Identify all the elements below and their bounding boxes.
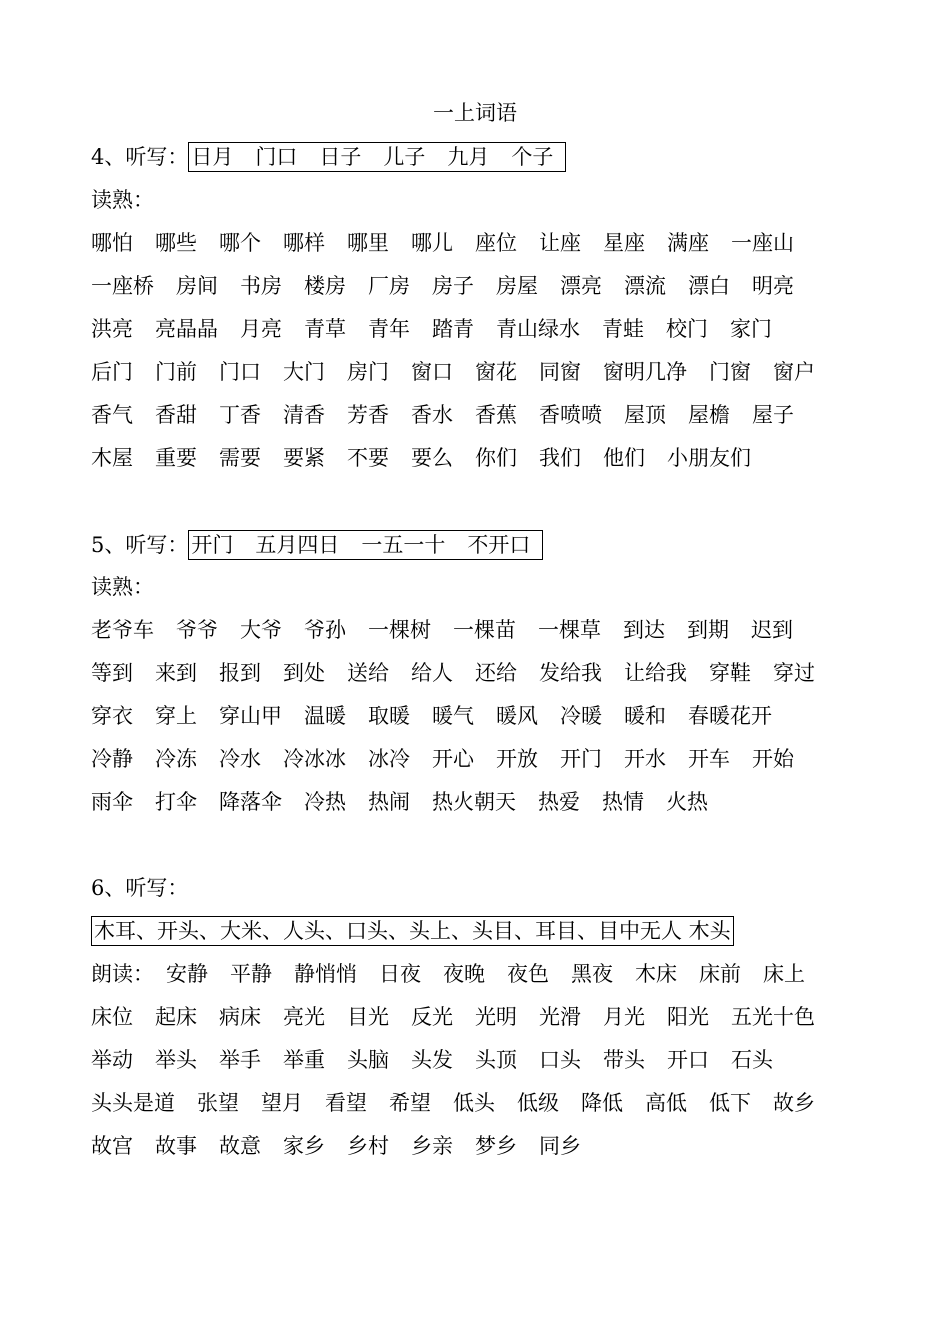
vocab-word: 青蛙: [602, 317, 644, 341]
vocab-word: 家门: [730, 317, 772, 341]
vocab-word: 屋檐: [688, 403, 730, 427]
vocab-word: 平静: [230, 962, 272, 986]
vocab-word: 还给: [475, 661, 517, 685]
vocab-word: 窗花: [475, 360, 517, 384]
section-4-row: [91, 228, 794, 258]
vocab-word: 一棵苗: [453, 618, 516, 642]
dictation-word: 门口: [255, 145, 298, 169]
vocab-word: 哪些: [155, 231, 197, 255]
vocab-word: 光明: [475, 1005, 517, 1029]
vocab-word: 举重: [283, 1048, 325, 1072]
section-6-dictation: [91, 916, 734, 946]
vocab-word: 冷水: [219, 747, 261, 771]
vocab-word: 门口: [219, 360, 261, 384]
vocab-word: 亮光: [283, 1005, 325, 1029]
vocab-word: 给人: [411, 661, 453, 685]
vocab-word: 洪亮: [91, 317, 133, 341]
vocab-word: 香水: [411, 403, 453, 427]
vocab-word: 哪儿: [411, 231, 453, 255]
vocab-word: 穿衣: [91, 704, 133, 728]
vocab-word: 故事: [155, 1134, 197, 1158]
vocab-word: 丁香: [219, 403, 261, 427]
vocab-word: 暖风: [496, 704, 538, 728]
section-6-row: [91, 1002, 815, 1032]
section-5-row: [91, 701, 772, 731]
section-5-row: [91, 615, 793, 645]
vocab-word: 厂房: [368, 274, 410, 298]
vocab-word: 开始: [752, 747, 794, 771]
vocab-word: 故意: [219, 1134, 261, 1158]
vocab-word: 要么: [411, 446, 453, 470]
vocab-word: 乡村: [347, 1134, 389, 1158]
dictation-word: 五月四日: [255, 533, 340, 557]
dictation-word: 开门: [191, 533, 234, 557]
vocab-word: 火热: [666, 790, 708, 814]
vocab-word: 窗户: [773, 360, 815, 384]
section-4-row: [91, 443, 751, 473]
vocab-word: 到处: [283, 661, 325, 685]
vocab-word: 头脑: [347, 1048, 389, 1072]
section-6-dictation-box: [91, 916, 734, 946]
vocab-word: 房屋: [496, 274, 538, 298]
section-4-row: [91, 271, 794, 301]
vocab-word: 开放: [496, 747, 538, 771]
vocab-word: 头发: [411, 1048, 453, 1072]
dictation-word: 不开口: [467, 533, 531, 557]
dictation-word: 日月: [191, 145, 234, 169]
vocab-word: 房间: [176, 274, 218, 298]
vocab-word: 漂白: [688, 274, 730, 298]
vocab-word: 大爷: [240, 618, 282, 642]
vocab-word: 温暖: [304, 704, 346, 728]
vocab-word: 床上: [763, 962, 805, 986]
section-4-dictation-box: [188, 142, 566, 172]
section-4-dictation-label: 4、听写：: [91, 145, 189, 169]
vocab-word: 黑夜: [571, 962, 613, 986]
vocab-word: 需要: [219, 446, 261, 470]
vocab-word: 屋子: [752, 403, 794, 427]
dictation-word: 儿子: [383, 145, 426, 169]
vocab-word: 开口: [667, 1048, 709, 1072]
vocab-word: 我们: [539, 446, 581, 470]
vocab-word: 香气: [91, 403, 133, 427]
vocab-word: 冷热: [304, 790, 346, 814]
section-4-read-label: 读熟：: [91, 188, 154, 212]
vocab-word: 反光: [411, 1005, 453, 1029]
vocab-word: 热情: [602, 790, 644, 814]
vocab-word: 头头是道: [91, 1091, 175, 1115]
dictation-word: 日子: [319, 145, 362, 169]
vocab-word: 带头: [603, 1048, 645, 1072]
vocab-word: 打伞: [155, 790, 197, 814]
vocab-word: 星座: [603, 231, 645, 255]
vocab-word: 校门: [666, 317, 708, 341]
dictation-word: 一五一十: [361, 533, 446, 557]
vocab-word: 木床: [635, 962, 677, 986]
section-5-row: [91, 787, 708, 817]
vocab-word: 等到: [91, 661, 133, 685]
vocab-word: 发给我: [539, 661, 602, 685]
vocab-word: 低头: [453, 1091, 495, 1115]
vocab-word: 降低: [581, 1091, 623, 1115]
vocab-word: 夜晚: [443, 962, 485, 986]
vocab-word: 哪样: [283, 231, 325, 255]
vocab-word: 开心: [432, 747, 474, 771]
vocab-word: 低级: [517, 1091, 559, 1115]
vocab-word: 头顶: [475, 1048, 517, 1072]
vocab-word: 月亮: [240, 317, 282, 341]
vocab-word: 明亮: [752, 274, 794, 298]
vocab-word: 让座: [539, 231, 581, 255]
section-5-row: [91, 744, 794, 774]
vocab-word: 让给我: [624, 661, 687, 685]
section-5-row: [91, 658, 815, 688]
vocab-word: 到期: [687, 618, 729, 642]
vocab-word: 小朋友们: [667, 446, 751, 470]
vocab-word: 后门: [91, 360, 133, 384]
vocab-word: 光滑: [539, 1005, 581, 1029]
vocab-word: 床位: [91, 1005, 133, 1029]
vocab-word: 开水: [624, 747, 666, 771]
section-6-row: [91, 1045, 773, 1075]
vocab-word: 五光十色: [731, 1005, 815, 1029]
vocab-word: 目光: [347, 1005, 389, 1029]
vocab-word: 木屋: [91, 446, 133, 470]
vocab-word: 屋顶: [624, 403, 666, 427]
vocab-word: 他们: [603, 446, 645, 470]
vocab-word: 石头: [731, 1048, 773, 1072]
vocab-word: 送给: [347, 661, 389, 685]
vocab-word: 同乡: [539, 1134, 581, 1158]
vocab-word: 冷冰冰: [283, 747, 346, 771]
vocab-word: 春暖花开: [688, 704, 772, 728]
vocab-word: 芳香: [347, 403, 389, 427]
section-4-row: [91, 357, 815, 387]
vocab-word: 爷孙: [304, 618, 346, 642]
section-5-dictation-box: [188, 530, 543, 560]
section-6-read-row: [91, 959, 805, 989]
vocab-word: 故宫: [91, 1134, 133, 1158]
vocab-word: 低下: [709, 1091, 751, 1115]
vocab-word: 穿鞋: [709, 661, 751, 685]
vocab-word: 踏青: [432, 317, 474, 341]
vocab-word: 乡亲: [411, 1134, 453, 1158]
vocab-word: 热火朝天: [432, 790, 516, 814]
vocab-word: 冷暖: [560, 704, 602, 728]
vocab-word: 你们: [475, 446, 517, 470]
vocab-word: 阳光: [667, 1005, 709, 1029]
vocab-word: 病床: [219, 1005, 261, 1029]
vocab-word: 门窗: [709, 360, 751, 384]
vocab-word: 举动: [91, 1048, 133, 1072]
vocab-word: 冰冷: [368, 747, 410, 771]
vocab-word: 哪怕: [91, 231, 133, 255]
vocab-word: 穿过: [773, 661, 815, 685]
vocab-word: 床前: [699, 962, 741, 986]
vocab-word: 一座桥: [91, 274, 154, 298]
section-5-dictation: [91, 530, 543, 560]
vocab-word: 门前: [155, 360, 197, 384]
vocab-word: 迟到: [751, 618, 793, 642]
vocab-word: 一棵草: [538, 618, 601, 642]
vocab-word: 哪里: [347, 231, 389, 255]
section-5-dictation-label: 5、听写：: [91, 533, 189, 557]
vocab-word: 举头: [155, 1048, 197, 1072]
vocab-word: 爷爷: [176, 618, 218, 642]
vocab-word: 举手: [219, 1048, 261, 1072]
vocab-word: 报到: [219, 661, 261, 685]
vocab-word: 高低: [645, 1091, 687, 1115]
vocab-word: 房门: [347, 360, 389, 384]
vocab-word: 热闹: [368, 790, 410, 814]
vocab-word: 望月: [261, 1091, 303, 1115]
vocab-word: 大门: [283, 360, 325, 384]
vocab-word: 书房: [240, 274, 282, 298]
vocab-word: 老爷车: [91, 618, 154, 642]
vocab-word: 满座: [667, 231, 709, 255]
vocab-word: 降落伞: [219, 790, 282, 814]
dictation-word: 个子: [511, 145, 554, 169]
vocab-word: 窗口: [411, 360, 453, 384]
vocab-word: 清香: [283, 403, 325, 427]
vocab-word: 一座山: [731, 231, 794, 255]
vocab-word: 故乡: [773, 1091, 815, 1115]
page-title: 一上词语: [433, 101, 517, 125]
vocab-word: 口头: [539, 1048, 581, 1072]
section-6-dictation-label: 6、听写：: [91, 876, 189, 900]
vocab-word: 青草: [304, 317, 346, 341]
section-5-read-label: 读熟：: [91, 575, 154, 599]
vocab-word: 香甜: [155, 403, 197, 427]
dictation-word: 九月: [447, 145, 490, 169]
vocab-word: 安静: [166, 962, 208, 986]
vocab-word: 起床: [155, 1005, 197, 1029]
vocab-word: 房子: [432, 274, 474, 298]
vocab-word: 希望: [389, 1091, 431, 1115]
vocab-word: 一棵树: [368, 618, 431, 642]
vocab-word: 开车: [688, 747, 730, 771]
vocab-word: 哪个: [219, 231, 261, 255]
section-4-row: [91, 314, 772, 344]
section-6-row: [91, 1131, 581, 1161]
section-4-dictation: [91, 142, 566, 172]
vocab-word: 青年: [368, 317, 410, 341]
vocab-word: 亮晶晶: [155, 317, 218, 341]
vocab-word: 青山绿水: [496, 317, 580, 341]
vocab-word: 静悄悄: [294, 962, 357, 986]
vocab-word: 张望: [197, 1091, 239, 1115]
vocab-word: 穿山甲: [219, 704, 282, 728]
vocab-word: 香喷喷: [539, 403, 602, 427]
vocab-word: 穿上: [155, 704, 197, 728]
vocab-word: 暖和: [624, 704, 666, 728]
vocab-word: 漂流: [624, 274, 666, 298]
vocab-word: 到达: [623, 618, 665, 642]
section-4-row: [91, 400, 794, 430]
vocab-word: 夜色: [507, 962, 549, 986]
vocab-word: 月光: [603, 1005, 645, 1029]
vocab-word: 热爱: [538, 790, 580, 814]
vocab-word: 香蕉: [475, 403, 517, 427]
vocab-word: 座位: [475, 231, 517, 255]
vocab-word: 楼房: [304, 274, 346, 298]
vocab-word: 窗明几净: [603, 360, 687, 384]
vocab-word: 同窗: [539, 360, 581, 384]
vocab-word: 家乡: [283, 1134, 325, 1158]
dictation-line: 木耳、开头、大米、人头、口头、头上、头目、耳目、目中无人 木头: [94, 919, 731, 943]
vocab-word: 开门: [560, 747, 602, 771]
section-6-read-label: 朗读：: [91, 962, 154, 986]
vocab-word: 冷冻: [155, 747, 197, 771]
section-6-row: [91, 1088, 815, 1118]
vocab-word: 要紧: [283, 446, 325, 470]
vocab-word: 暖气: [432, 704, 474, 728]
vocab-word: 漂亮: [560, 274, 602, 298]
vocab-word: 重要: [155, 446, 197, 470]
vocab-word: 冷静: [91, 747, 133, 771]
vocab-word: 雨伞: [91, 790, 133, 814]
vocab-word: 来到: [155, 661, 197, 685]
vocab-word: 梦乡: [475, 1134, 517, 1158]
vocab-word: 看望: [325, 1091, 367, 1115]
vocab-word: 日夜: [379, 962, 421, 986]
vocab-word: 取暖: [368, 704, 410, 728]
vocab-word: 不要: [347, 446, 389, 470]
